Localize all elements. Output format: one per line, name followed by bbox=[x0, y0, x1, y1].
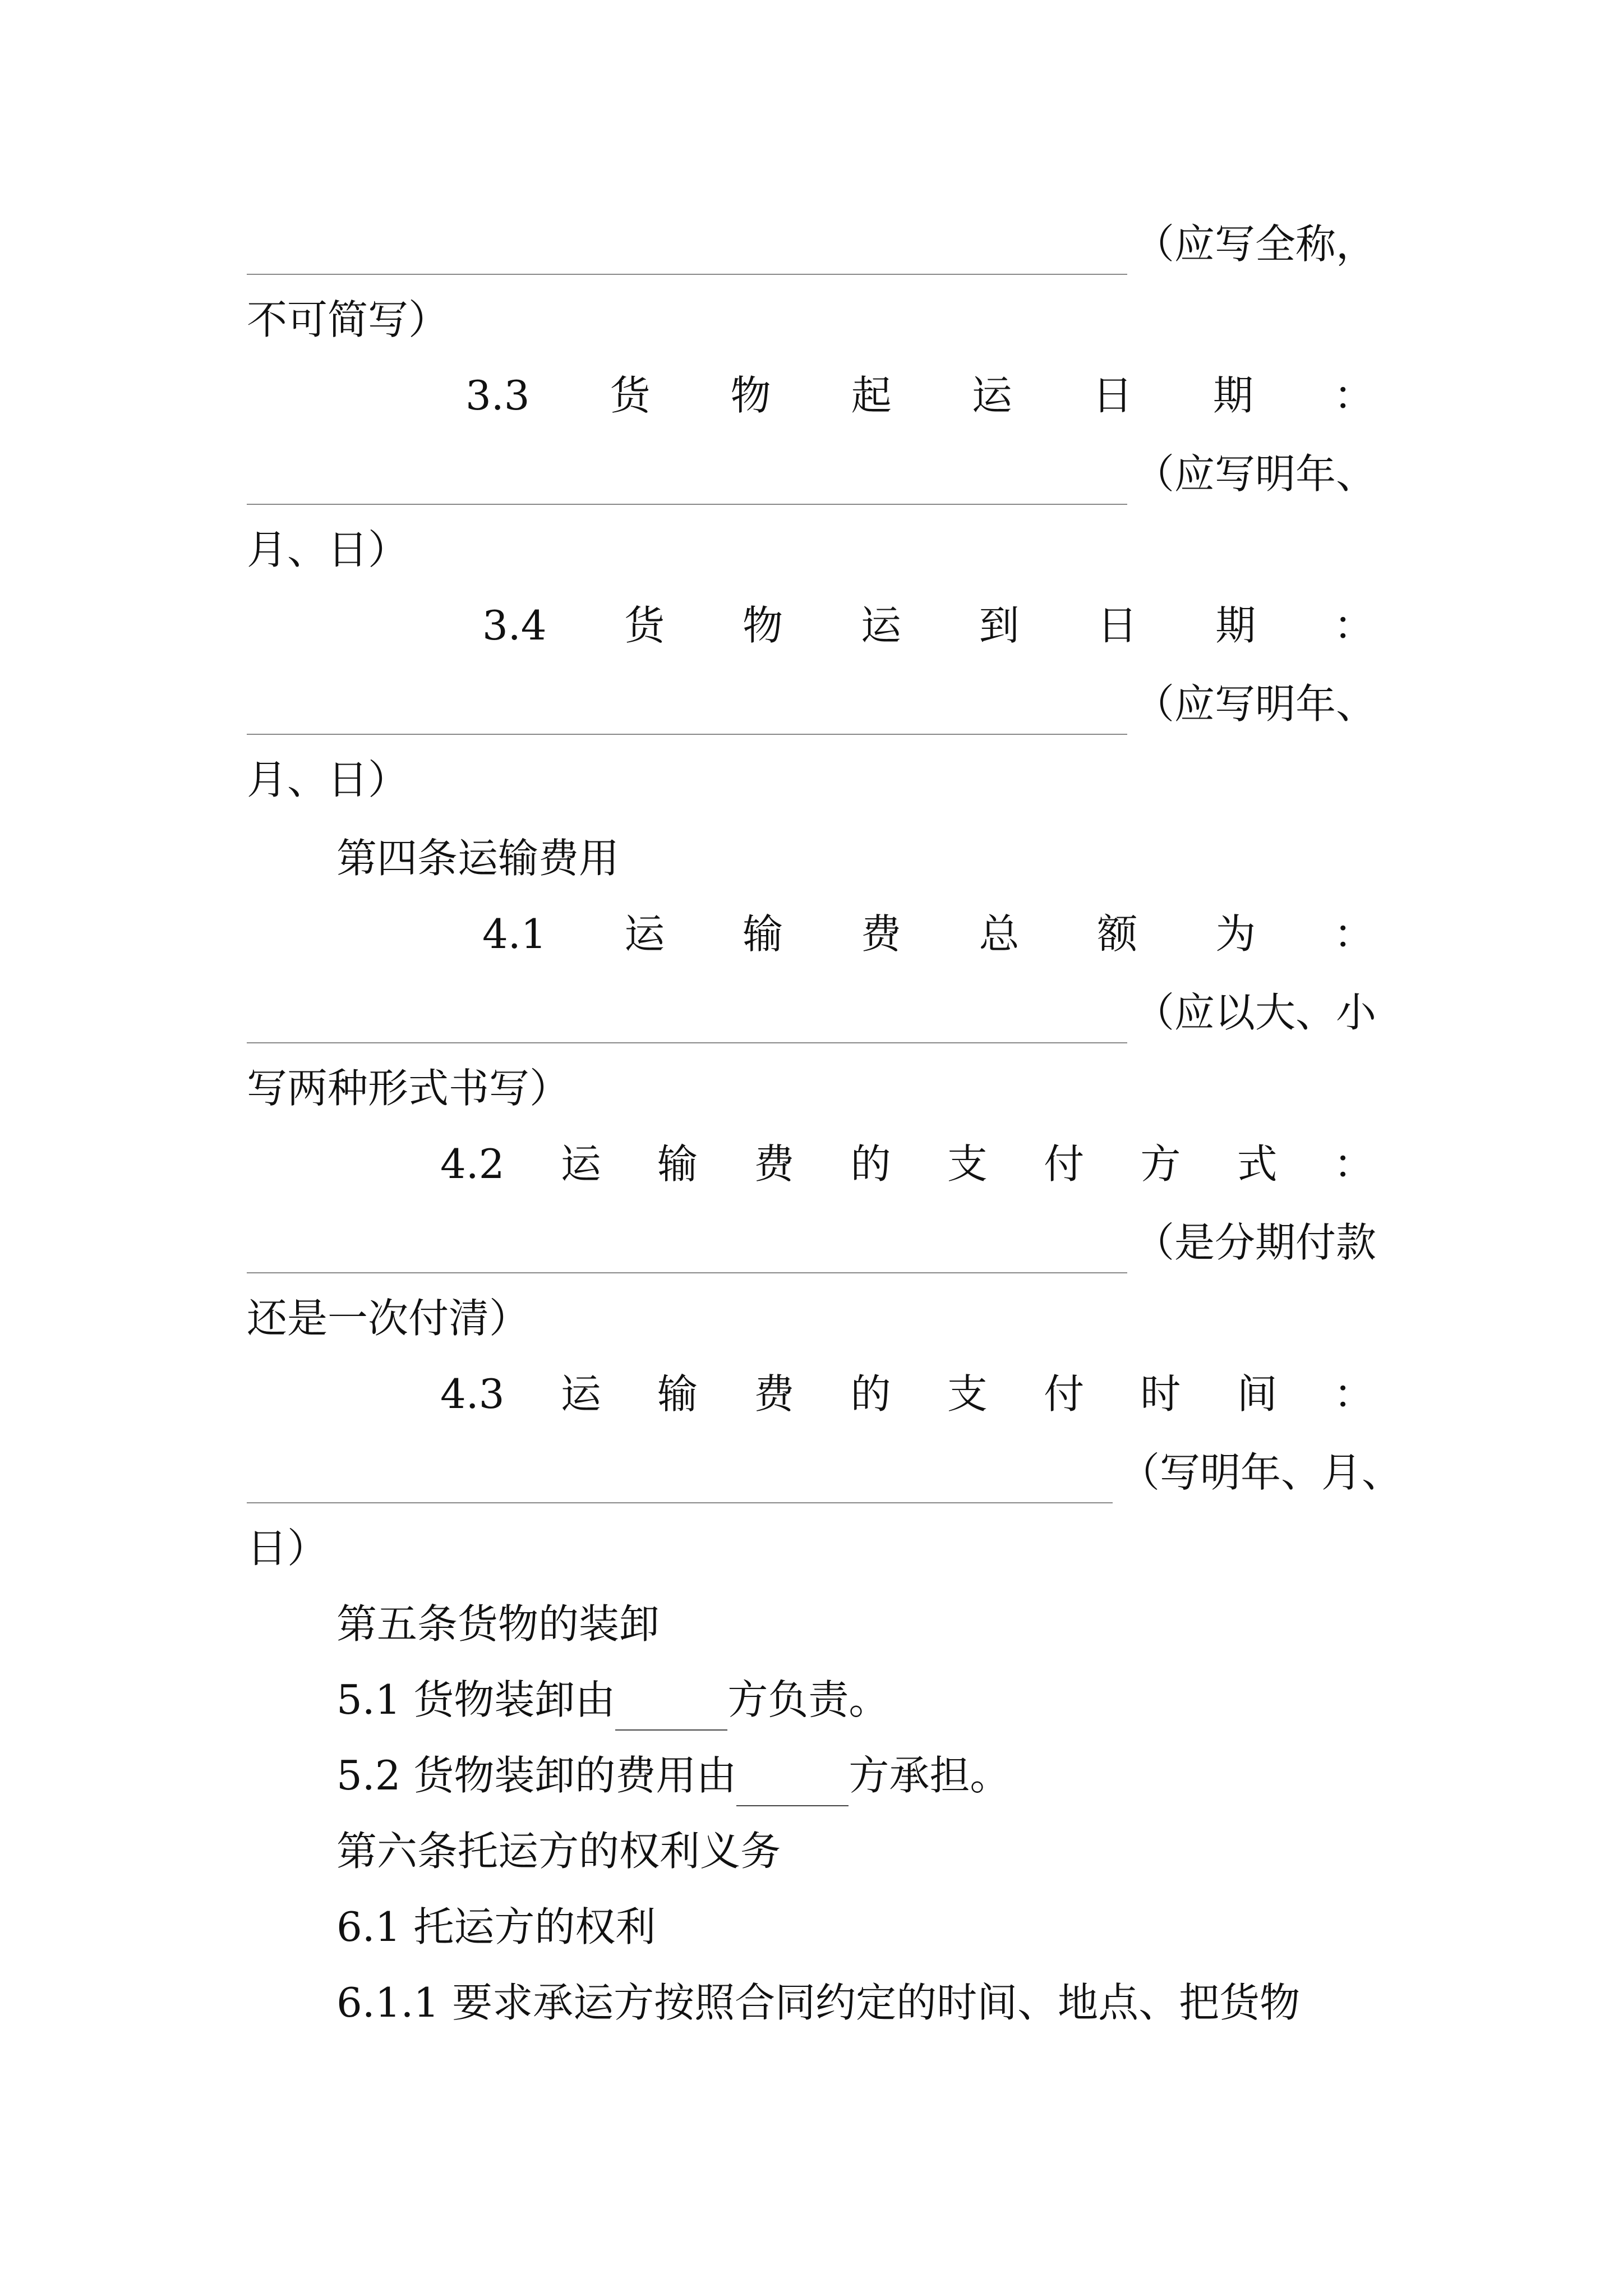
note-date: （应写明年、 bbox=[1134, 680, 1377, 728]
fill-in-blank[interactable] bbox=[736, 1768, 849, 1806]
clause-5-2: 5.2 货物装卸的费用由 方承担。 bbox=[336, 1745, 1492, 1806]
note-continuation: 月、日） bbox=[247, 756, 409, 803]
fill-in-blank[interactable] bbox=[247, 467, 1127, 505]
fill-in-blank[interactable] bbox=[247, 1235, 1127, 1273]
clause-4-1: 4.1 运 输 费 总 额 为 ： bbox=[482, 910, 1374, 958]
article-heading-4: 第四条运输费用 bbox=[336, 835, 620, 882]
blank-line-start-date bbox=[247, 443, 1402, 505]
note-continuation: 月、日） bbox=[247, 526, 409, 573]
article-heading-5: 第五条货物的装卸 bbox=[336, 1600, 660, 1648]
fill-in-blank[interactable] bbox=[247, 1465, 1113, 1503]
fill-in-blank[interactable] bbox=[615, 1692, 727, 1731]
blank-line-total-fee bbox=[247, 982, 1402, 1043]
clause-6-1-1: 6.1.1 要求承运方按照合同约定的时间、地点、把货物 bbox=[336, 1979, 1301, 2026]
blank-line-arrival-date bbox=[247, 673, 1402, 735]
clause-4-2: 4.2 运 输 费 的 支 付 方 式 ： bbox=[440, 1140, 1374, 1188]
note-continuation: 写两种形式书写） bbox=[247, 1065, 570, 1112]
clause-6-1: 6.1 托运方的权利 bbox=[336, 1903, 656, 1950]
note-continuation: 不可简写） bbox=[247, 296, 449, 343]
fill-in-blank[interactable] bbox=[247, 697, 1127, 735]
fill-in-blank[interactable] bbox=[247, 1005, 1127, 1043]
note-date: （应写明年、 bbox=[1134, 450, 1377, 498]
note-amount: （应以大、小 bbox=[1134, 989, 1377, 1036]
note-payment-method: （是分期付款 bbox=[1134, 1219, 1377, 1266]
note-full-name: （应写全称， bbox=[1134, 220, 1377, 268]
blank-line-payment-method bbox=[247, 1212, 1402, 1273]
blank-line-payment-time bbox=[247, 1442, 1402, 1503]
fill-in-blank[interactable] bbox=[247, 237, 1127, 275]
blank-line-full-name bbox=[247, 213, 1402, 275]
article-heading-6: 第六条托运方的权利义务 bbox=[336, 1828, 781, 1875]
clause-3-4: 3.4 货 物 运 到 日 期 ： bbox=[482, 602, 1374, 649]
clause-4-3: 4.3 运 输 费 的 支 付 时 间 ： bbox=[440, 1370, 1374, 1418]
clause-3-3: 3.3 货 物 起 运 日 期 ： bbox=[465, 372, 1374, 419]
clause-5-1: 5.1 货物装卸由 方负责。 bbox=[336, 1669, 1492, 1731]
note-continuation: 日） bbox=[247, 1525, 328, 1572]
note-date: （写明年、月、 bbox=[1119, 1449, 1402, 1496]
note-continuation: 还是一次付清） bbox=[247, 1295, 530, 1342]
